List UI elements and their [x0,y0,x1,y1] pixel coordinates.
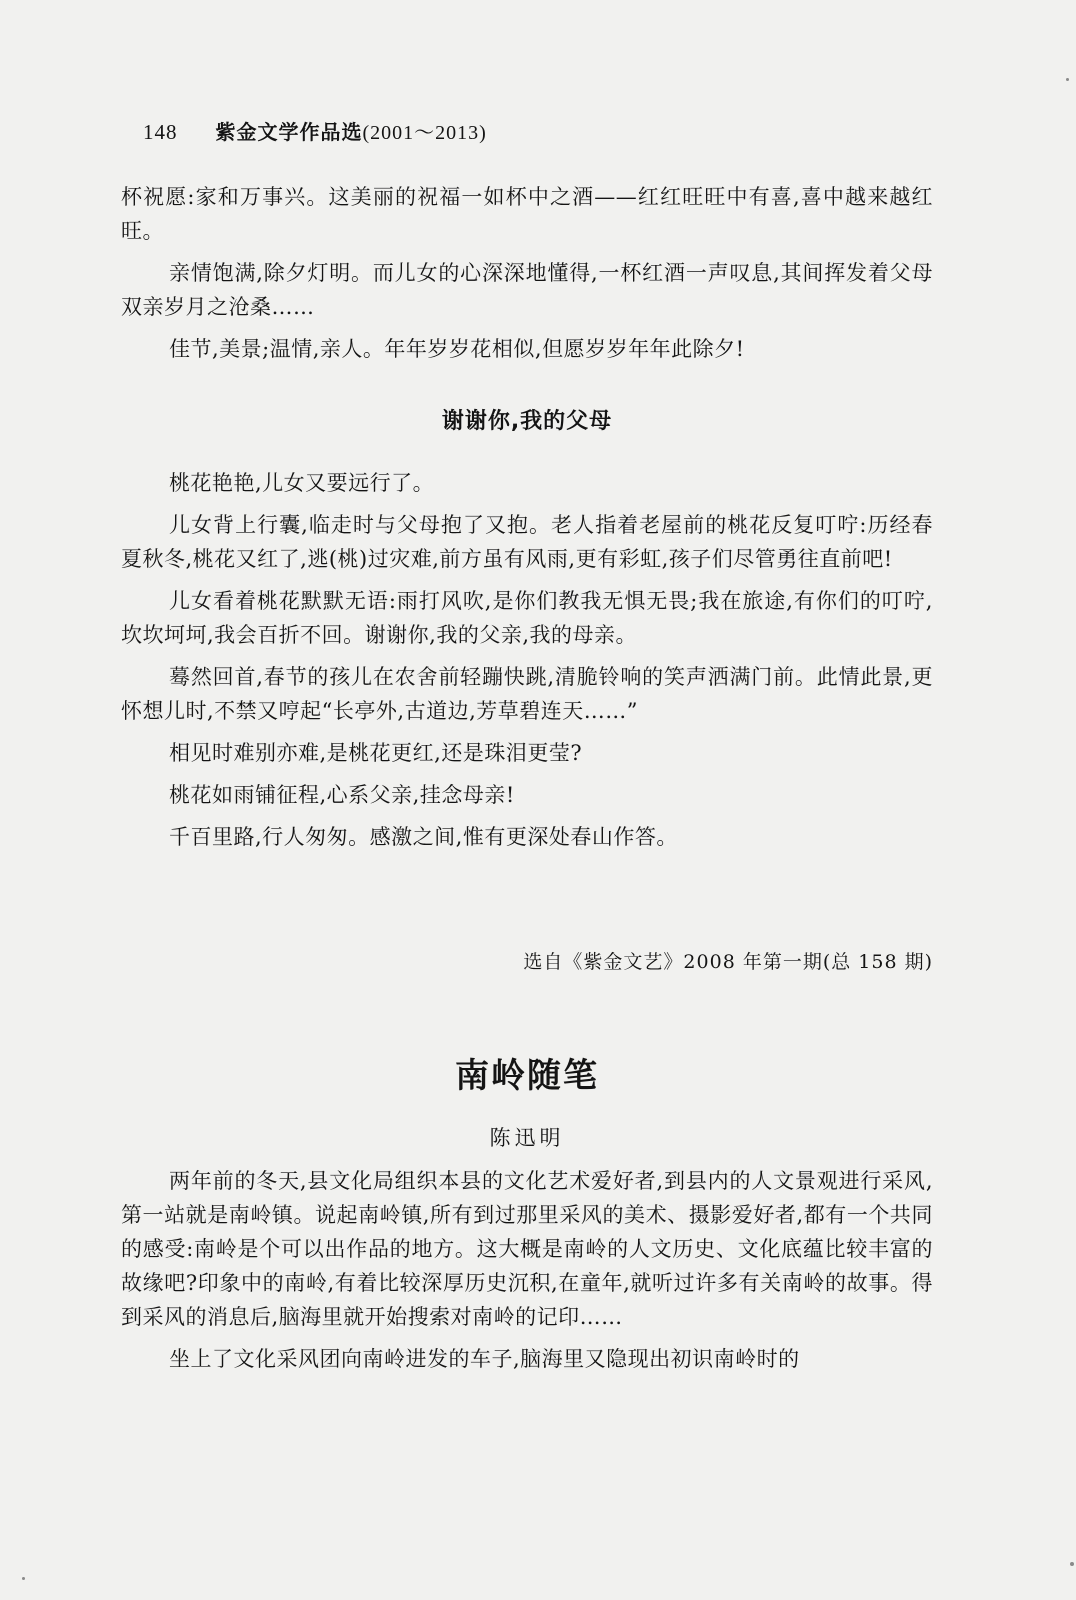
text-block-thanks [121,466,933,862]
scan-speck [1066,78,1069,81]
paragraph: 桃花如雨铺征程,心系父亲,挂念母亲! [169,783,515,807]
paragraph: 相见时难别亦难,是桃花更红,还是珠泪更莹? [169,741,583,765]
source-note: 选自《紫金文艺》2008 年第一期(总 158 期) [523,951,933,973]
text-block-opening [121,180,933,374]
paragraph: 儿女背上行囊,临走时与父母抱了又抱。老人指着老屋前的桃花反复叮咛:历经春夏秋冬,桃花又红了,逃(桃)过灾难,前方虽有风雨,更有彩虹,孩子们尽管勇往直前吧! [121,513,933,571]
section-title: 谢谢你,我的父母 [441,409,613,434]
paragraph: 两年前的冬天,县文化局组织本县的文化艺术爱好者,到县内的人文景观进行采风,第一站就是南岭镇。说起南岭镇,所有到过那里采风的美术、摄影爱好者,都有一个共同的感受:南岭是个可以出作品的地方。这大概是南岭的人文历史、文化底蕴比较丰富的故缘吧?印象中的南岭,有着比较深厚历史沉积,在童年,就听过许多有关南岭的故事。得到采风的消息后,脑海里就开始搜索对南岭的记印…… [121,1169,933,1329]
scan-speck [1070,1562,1074,1566]
book-title: 紫金文学作品选 [215,120,363,144]
paragraph: 蓦然回首,春节的孩儿在农舍前轻蹦快跳,清脆铃响的笑声洒满门前。此情此景,更怀想儿时,不禁又哼起“长亭外,古道边,芳草碧连天……” [121,665,933,723]
scan-speck [22,1577,25,1580]
paragraph: 桃花艳艳,儿女又要远行了。 [169,471,435,495]
paragraph: 佳节,美景;温情,亲人。年年岁岁花相似,但愿岁岁年年此除夕! [169,337,745,361]
paragraph: 儿女看着桃花默默无语:雨打风吹,是你们教我无惧无畏;我在旅途,有你们的叮咛,坎坎坷坷,我会百折不回。谢谢你,我的父亲,我的母亲。 [121,589,933,647]
essay-title: 南岭随笔 [455,1056,599,1096]
text-block-essay [121,1164,933,1384]
paragraph: 坐上了文化采风团向南岭进发的车子,脑海里又隐现出初识南岭时的 [169,1347,800,1371]
page-number: 148 [143,120,178,144]
paragraph: 杯祝愿:家和万事兴。这美丽的祝福一如杯中之酒——红红旺旺中有喜,喜中越来越红旺。 [121,185,933,243]
essay-author: 陈迅明 [489,1126,565,1150]
book-years: (2001～2013) [362,122,487,144]
paragraph: 亲情饱满,除夕灯明。而儿女的心深深地懂得,一杯红酒一声叹息,其间挥发着父母双亲岁月之沧桑…… [121,261,933,319]
paragraph: 千百里路,行人匆匆。感激之间,惟有更深处春山作答。 [169,825,678,849]
running-header [143,116,487,145]
